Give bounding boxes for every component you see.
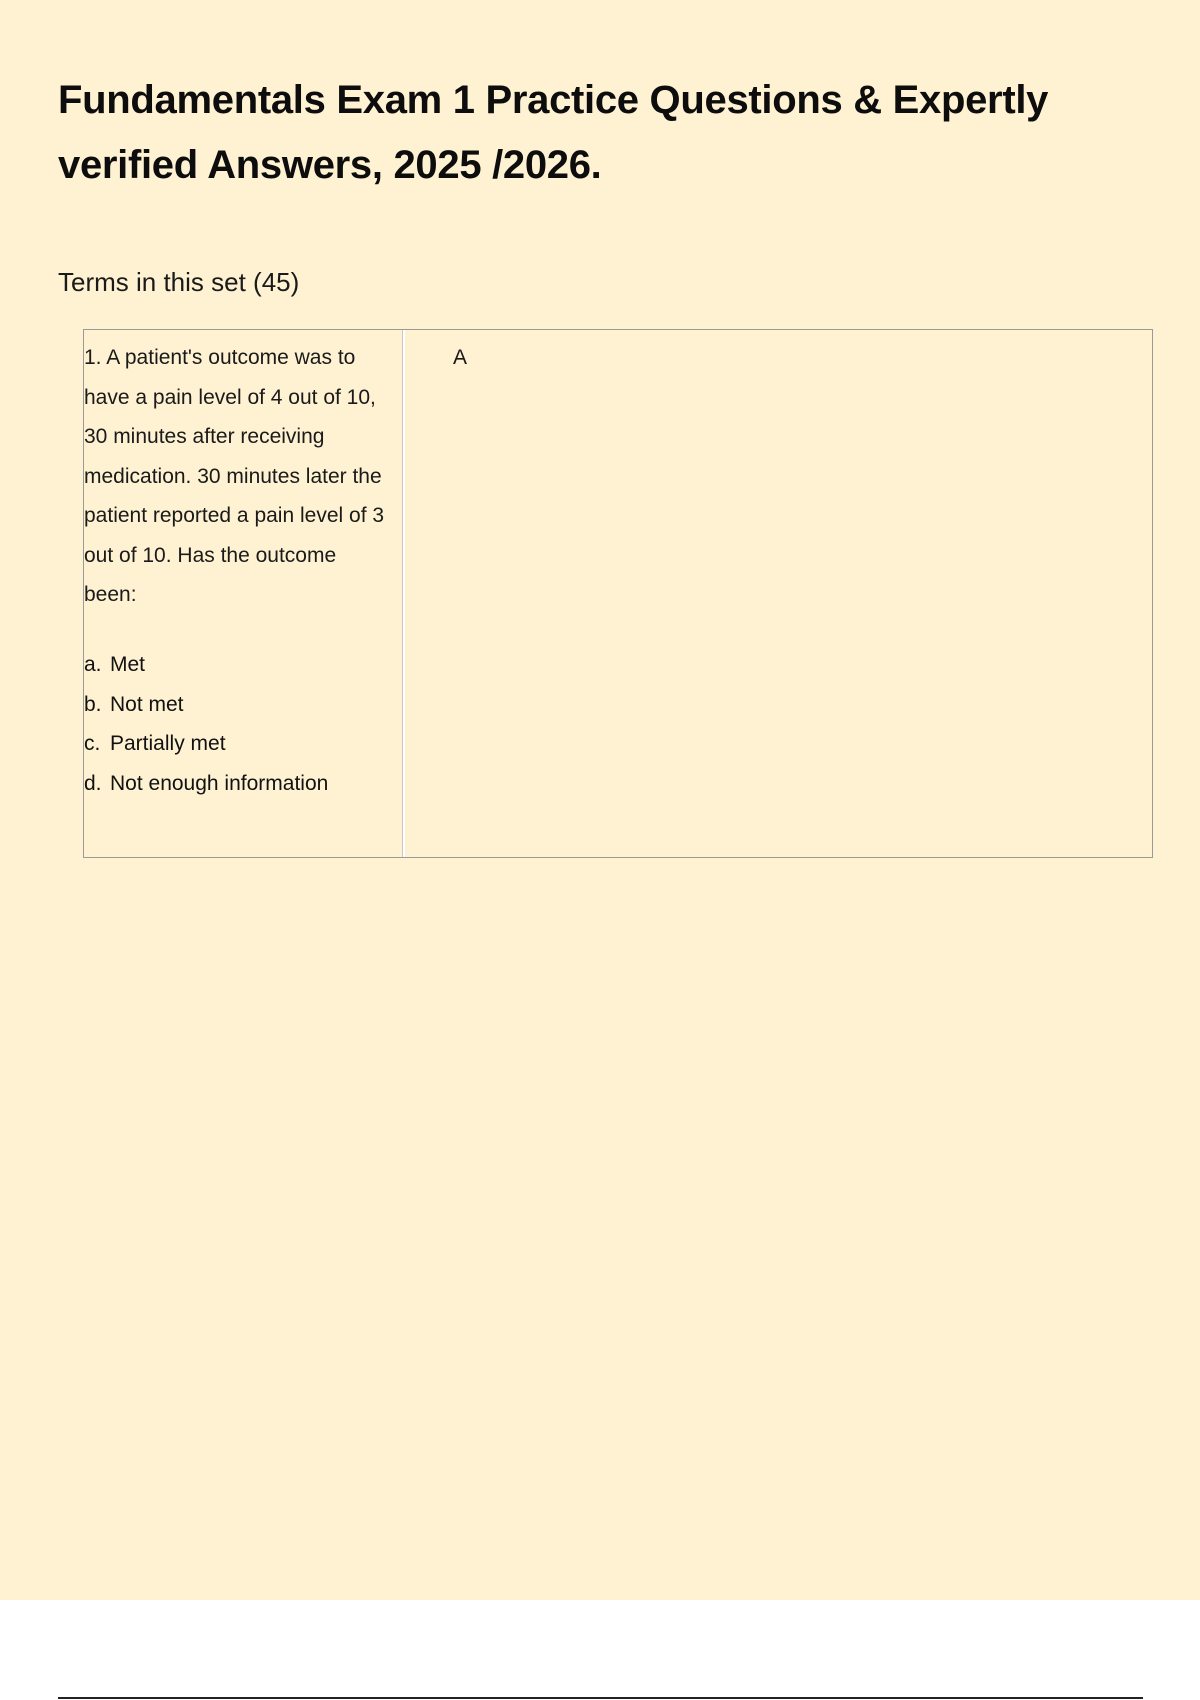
answer-option (84, 764, 394, 804)
card-term (84, 338, 394, 615)
option-text: Partially met (110, 732, 226, 755)
card-definition: A (453, 346, 468, 369)
footer-divider (58, 1697, 1143, 1699)
option-text: Not met (110, 692, 184, 716)
question-text: 1. A patient's outcome was to have a pain level of 4 out of 10, 30 minutes after receiving medication. 30 minutes later the patient reported a pain level of 3 out of 10. Has the outcome been: (84, 346, 385, 606)
terms-count-label: Terms in this set (45) (58, 267, 300, 297)
option-text: Met (110, 653, 146, 676)
option-letter: d. (84, 771, 102, 795)
page-title: Fundamentals Exam 1 Practice Questions & Expertly verified Answers, 2025 /2026. (58, 78, 1049, 187)
answer-options-list (84, 645, 394, 803)
answer-option (84, 645, 394, 685)
answer-option (84, 724, 394, 764)
option-letter: a. (84, 653, 102, 676)
option-text: Not enough information (110, 771, 329, 795)
flashcard (83, 329, 1153, 858)
answer-option (84, 685, 394, 725)
card-divider (402, 330, 405, 857)
option-letter: b. (84, 692, 102, 716)
option-letter: c. (84, 732, 101, 755)
